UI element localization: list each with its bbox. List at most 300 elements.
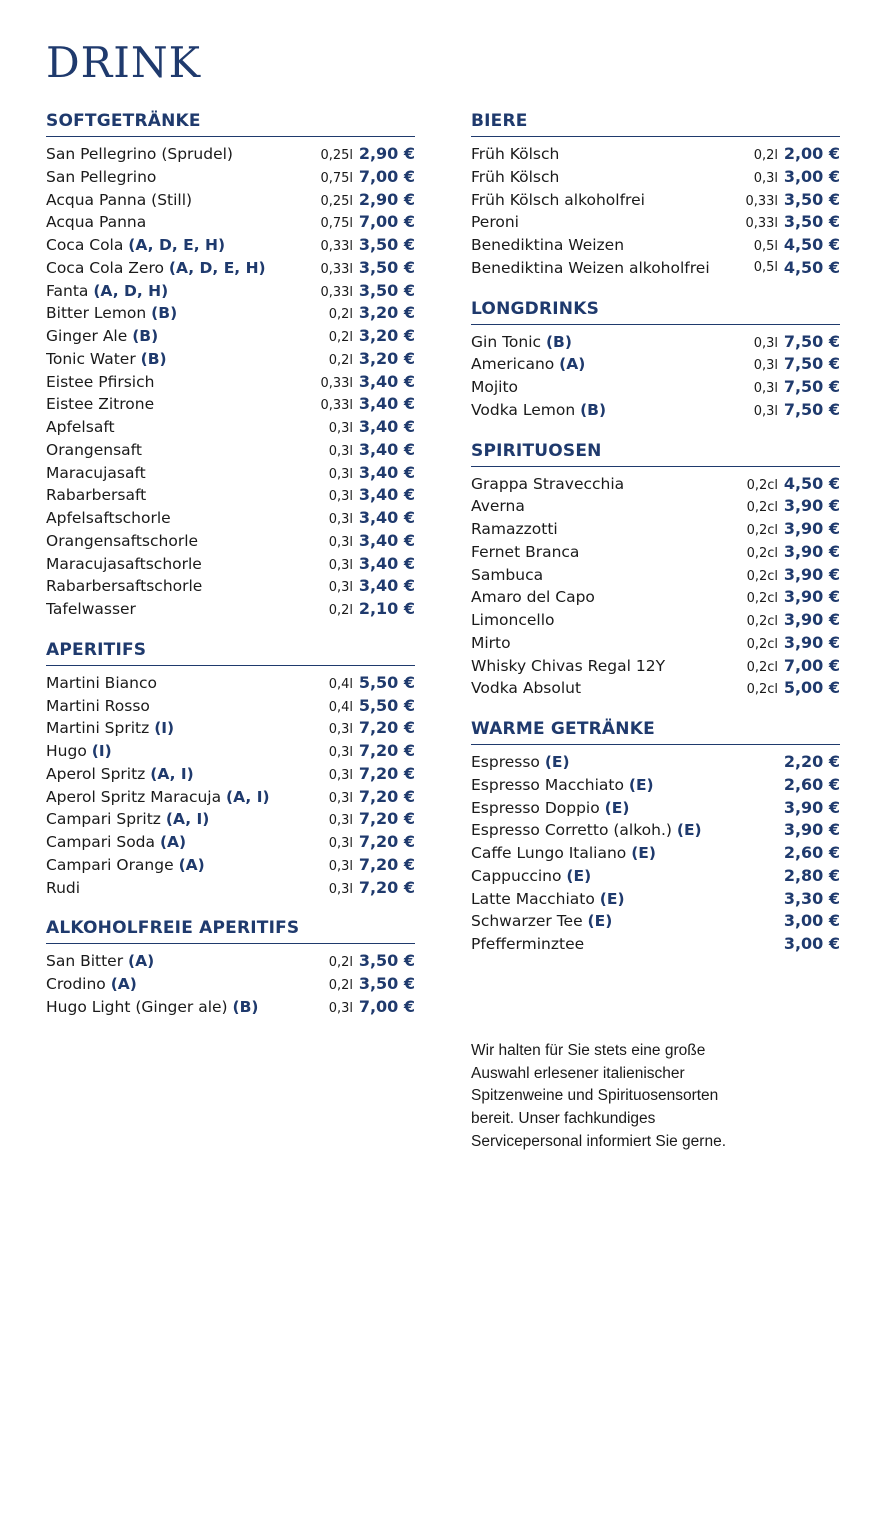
info-line: bereit. Unser fachkundiges [471,1110,656,1128]
item-name [46,831,297,854]
allergen-note: (B) [545,332,572,351]
item-volume: 0,2l [753,148,778,163]
item-volume: 0,33l [320,398,353,414]
item-volume: 0,4l [328,676,353,692]
item-name [46,234,297,257]
item-volume: 0,33l [745,216,778,232]
item-name [471,751,722,774]
item-volume: 0,2cl [746,523,778,538]
menu-item [471,842,840,865]
item-name-text: Espresso [471,753,545,771]
item-name-text: Crodino [46,975,111,993]
item-name-text: Americano [471,355,560,374]
allergen-note: (A) [128,952,155,971]
item-volume: 0,3l [328,790,353,806]
allergen-note: (I) [154,719,175,738]
menu-item [46,143,415,166]
allergen-note: (A) [159,833,187,851]
allergen-note: (E) [587,912,613,931]
item-volume: 0,25l [320,148,353,163]
menu-item [471,189,840,212]
item-price: 3,00 € [783,911,840,931]
menu-item [46,598,415,621]
item-name [471,774,722,797]
item-name-text: Vodka Absolut [471,679,582,698]
item-name [471,166,722,189]
item-volume: 0,3l [328,881,353,897]
item-name-text: Fanta [46,281,94,300]
menu-item [46,950,415,973]
menu-item [471,495,840,518]
menu-item [471,677,840,700]
item-name [46,598,297,621]
item-name [46,877,297,900]
menu-item [46,234,415,257]
item-name-text: Vodka Lemon [471,400,581,419]
allergen-note: (A, D, E, H) [128,236,226,254]
menu-section [471,716,840,956]
menu-item [471,888,840,911]
item-price: 2,90 € [358,189,415,209]
item-name-text: San Pellegrino (Sprudel) [46,145,233,163]
item-name [46,854,297,877]
item-volume: 0,75l [320,170,353,186]
item-name-text: Eistee Zitrone [46,395,155,414]
item-name [471,376,722,399]
menu-item [471,257,840,280]
menu-item [471,541,840,564]
menu-item [46,877,415,900]
item-name-text: Aperol Spritz [46,764,151,783]
item-name [46,996,297,1019]
item-price: 7,50 € [783,399,840,419]
item-volume: 0,33l [320,239,353,254]
allergen-note: (A, D, H) [93,281,169,300]
menu-item [471,910,840,933]
menu-item [46,348,415,371]
section-heading: LONGDRINKS [471,296,840,325]
item-volume: 0,3l [328,466,353,482]
menu-item [46,996,415,1019]
menu-section [46,108,415,621]
item-volume: 0,2cl [746,545,778,561]
section-heading: APERITIFS [46,637,415,666]
item-name [471,211,722,234]
item-volume: 0,33l [745,193,778,209]
item-name [471,189,722,212]
item-name-text: Fernet Branca [471,542,580,561]
allergen-note: (E) [628,775,654,794]
item-price: 3,40 € [358,439,415,459]
item-name-text: Espresso Corretto (alkoh.) [471,821,677,840]
item-price: 3,40 € [358,462,415,482]
item-name-text: Orangensaftschorle [46,531,199,550]
item-volume: 0,2cl [746,659,778,675]
item-name [46,371,297,394]
item-price: 5,50 € [358,695,415,715]
item-name-text: Tonic Water [46,349,141,368]
menu-item [471,751,840,774]
menu-item [46,484,415,507]
item-name-text: Maracujasaft [46,463,146,482]
menu-item [471,632,840,655]
item-name [471,257,722,280]
item-volume: 0,3l [328,557,353,573]
menu-item [46,325,415,348]
menu-item [46,808,415,831]
item-price: 3,20 € [358,326,415,345]
allergen-note: (E) [631,844,656,862]
item-volume: 0,2l [328,955,353,971]
menu-item [46,166,415,189]
item-name-text: Acqua Panna (Still) [46,190,193,209]
item-volume: 0,33l [320,261,353,277]
section-heading: SOFTGETRÄNKE [46,108,415,137]
item-volume: 0,3l [328,534,353,550]
item-volume: 0,3l [328,813,353,829]
menu-item [471,518,840,541]
item-name-text: Benediktina Weizen alkoholfrei [471,258,710,277]
item-name-text: Apfelsaft [46,418,115,436]
item-volume: 0,3l [328,512,353,527]
item-volume: 0,2l [328,603,353,618]
item-name-text: Rudi [46,878,81,897]
item-price: 7,20 € [358,877,415,897]
item-price: 7,00 € [358,212,415,232]
item-price: 3,00 € [783,166,840,186]
item-name [46,325,297,348]
item-name [46,257,297,280]
item-name [471,541,722,564]
menu-section [471,108,840,280]
item-name-text: Acqua Panna [46,213,147,232]
item-name [471,609,722,632]
left-column [46,108,415,1035]
item-volume: 0,3l [753,358,778,374]
item-name-text: Martini Rosso [46,696,150,715]
item-name-text: Apfelsaftschorle [46,509,171,527]
item-volume: 0,2cl [746,682,778,698]
menu-item [471,797,840,820]
item-volume: 0,2l [328,352,353,368]
item-name-text: Hugo [46,742,92,760]
item-name-text: Limoncello [471,611,555,629]
item-volume: 0,3l [753,335,778,351]
item-name [46,211,297,234]
allergen-note: (E) [676,821,702,840]
item-name [46,717,297,740]
item-name-text: Benediktina Weizen [471,236,625,254]
item-price: 7,20 € [358,854,415,874]
item-volume: 0,2l [328,978,353,993]
menu-item [471,166,840,189]
item-name [46,575,297,598]
allergen-note: (A, I) [165,810,210,829]
item-price: 7,50 € [783,331,840,351]
item-volume: 0,3l [328,745,353,760]
info-line: Auswahl erlesener italienischer [471,1064,685,1082]
item-price: 2,10 € [358,599,415,618]
allergen-note: (B) [140,349,167,368]
item-name-text: Martini Bianco [46,673,157,692]
item-price: 3,90 € [783,519,840,538]
item-name-text: Schwarzer Tee [471,912,588,931]
item-name [471,632,722,655]
item-name [46,553,297,576]
item-name [46,740,297,763]
item-name-text: Coca Cola [46,236,129,254]
menu-item [46,575,415,598]
menu-item [46,507,415,530]
item-price: 7,50 € [783,354,840,374]
item-price: 3,90 € [783,820,840,840]
item-volume: 0,5l [753,259,778,275]
item-price: 4,50 € [783,257,840,277]
allergen-note: (B) [132,327,159,345]
item-volume: 0,2l [328,307,353,323]
menu-item [46,740,415,763]
item-name [471,655,722,678]
item-name [46,143,297,166]
allergen-note: (E) [566,866,592,885]
item-price: 7,20 € [358,763,415,783]
menu-item [46,393,415,416]
menu-item [46,211,415,234]
item-name [471,564,722,587]
item-price: 5,50 € [358,672,415,692]
menu-section [471,296,840,422]
item-name-text: Caffe Lungo Italiano [471,844,632,862]
item-price: 3,30 € [783,888,840,908]
section-heading: ALKOHOLFREIE APERITIFS [46,915,415,944]
menu-item [471,399,840,422]
item-price: 2,00 € [783,144,840,163]
item-price: 2,60 € [783,843,840,862]
item-volume: 0,2cl [746,636,778,652]
allergen-note: (E) [599,889,625,908]
menu-item [471,143,840,166]
item-volume: 0,33l [320,375,353,391]
menu-item [46,189,415,212]
menu-item [46,462,415,485]
item-name [46,166,297,189]
menu-item [46,786,415,809]
allergen-note: (B) [580,400,607,419]
item-name-text: Hugo Light (Ginger ale) [46,997,233,1016]
item-price: 3,50 € [783,189,840,209]
item-volume: 0,3l [328,421,353,436]
item-price: 3,20 € [358,303,415,323]
item-price: 3,40 € [358,553,415,573]
item-price: 7,20 € [358,786,415,806]
item-name-text: Früh Kölsch [471,145,560,163]
menu-section [471,438,840,701]
item-name [471,143,722,166]
item-price: 3,90 € [783,797,840,817]
allergen-note: (I) [91,742,112,760]
item-price: 3,50 € [358,235,415,254]
menu-item [46,553,415,576]
item-name-text: Campari Orange [46,855,179,874]
item-name [471,399,722,422]
allergen-note: (A) [178,855,205,874]
page-title: DRINK [46,38,202,87]
item-price: 7,20 € [358,809,415,829]
item-price: 3,50 € [358,257,415,277]
item-price: 3,40 € [358,508,415,527]
item-name [46,507,297,530]
item-volume: 0,3l [753,403,778,419]
item-price: 2,60 € [783,774,840,794]
menu-item [46,371,415,394]
item-name [46,484,297,507]
allergen-note: (B) [232,997,259,1016]
info-line: Wir halten für Sie stets eine große [471,1042,706,1059]
item-price: 7,00 € [358,996,415,1016]
item-name [471,865,722,888]
item-price: 7,20 € [358,741,415,760]
item-volume: 0,3l [328,489,353,505]
item-price: 3,40 € [358,485,415,505]
item-price: 7,50 € [783,377,840,396]
item-volume: 0,3l [753,170,778,186]
menu-item [46,831,415,854]
item-name-text: San Bitter [46,952,129,971]
item-price: 2,80 € [783,865,840,885]
item-name [471,234,722,257]
item-name [46,393,297,416]
info-line: Spitzenweine und Spirituosensorten [471,1087,719,1105]
menu-item [471,819,840,842]
item-name-text: Eistee Pfirsich [46,372,155,391]
item-name [46,786,297,809]
allergen-note: (E) [604,798,630,817]
item-price: 5,00 € [783,678,840,698]
menu-item [46,530,415,553]
item-price: 3,40 € [358,394,415,414]
item-price: 3,20 € [358,348,415,368]
section-heading: BIERE [471,108,840,137]
item-volume: 0,5l [753,239,778,254]
item-volume: 0,33l [320,284,353,300]
item-name [46,302,297,325]
item-name-text: Martini Spritz [46,719,155,738]
menu-section [46,915,415,1018]
item-price: 7,00 € [783,655,840,675]
item-price: 7,00 € [358,166,415,186]
item-price: 4,50 € [783,235,840,254]
item-name-text: Rabarbersaftschorle [46,577,203,596]
item-name [471,353,722,376]
item-price: 3,50 € [358,974,415,993]
menu-item [46,695,415,718]
item-name [46,439,297,462]
item-name [46,672,297,695]
item-volume: 0,3l [328,722,353,738]
menu-item [46,302,415,325]
item-name-text: Tafelwasser [46,600,136,618]
item-price: 3,90 € [783,564,840,584]
item-name [46,973,297,996]
item-volume: 0,2cl [746,568,778,584]
item-name-text: Amaro del Capo [471,588,595,607]
allergen-note: (E) [544,753,570,771]
item-name [471,933,722,956]
allergen-note: (A, I) [226,787,270,806]
item-name [471,331,722,354]
item-name [46,695,297,718]
item-price: 2,20 € [783,752,840,771]
menu-item [471,586,840,609]
menu-section [46,637,415,900]
item-name-text: Mojito [471,378,519,396]
menu-item [46,280,415,303]
menu-item [471,933,840,956]
item-volume: 0,2cl [746,591,778,607]
right-column [471,108,840,972]
item-price: 3,90 € [783,496,840,516]
item-name-text: Campari Spritz [46,810,166,829]
item-price: 3,00 € [783,934,840,953]
item-name [46,530,297,553]
item-name [471,888,722,911]
item-name-text: Whisky Chivas Regal 12Y [471,656,666,675]
item-name [471,518,722,541]
item-name [471,819,722,842]
item-volume: 0,2cl [746,477,778,493]
item-name-text: Peroni [471,213,519,232]
item-volume: 0,2cl [746,614,778,629]
allergen-note: (A) [559,355,586,374]
menu-item [46,416,415,439]
item-name-text: Pfefferminztee [471,935,585,953]
info-text [471,1040,771,1154]
item-name-text: Ginger Ale [46,327,133,345]
menu-item [46,854,415,877]
item-name-text: Gin Tonic [471,332,546,351]
item-price: 3,50 € [358,280,415,300]
allergen-note: (B) [151,304,178,323]
menu-item [471,376,840,399]
menu-item [471,353,840,376]
item-name [471,495,722,518]
item-name [471,910,722,933]
menu-item [471,564,840,587]
item-price: 3,90 € [783,610,840,629]
menu-item [46,257,415,280]
menu-item [471,865,840,888]
item-name-text: Latte Macchiato [471,889,600,908]
item-name-text: San Pellegrino [46,167,157,186]
menu-item [471,331,840,354]
menu-item [46,717,415,740]
item-name-text: Maracujasaftschorle [46,554,202,573]
item-price: 7,20 € [358,832,415,851]
item-name-text: Früh Kölsch alkoholfrei [471,190,645,209]
menu-item [471,655,840,678]
item-volume: 0,4l [328,699,353,715]
menu-item [471,609,840,632]
menu-item [46,973,415,996]
section-heading: SPIRITUOSEN [471,438,840,467]
item-name-text: Campari Soda [46,833,160,851]
item-volume: 0,25l [320,193,353,209]
item-name-text: Orangensaft [46,440,142,459]
allergen-note: (A) [110,975,137,993]
item-name-text: Rabarbersaft [46,486,147,505]
item-price: 3,90 € [783,587,840,607]
item-name [471,842,722,865]
